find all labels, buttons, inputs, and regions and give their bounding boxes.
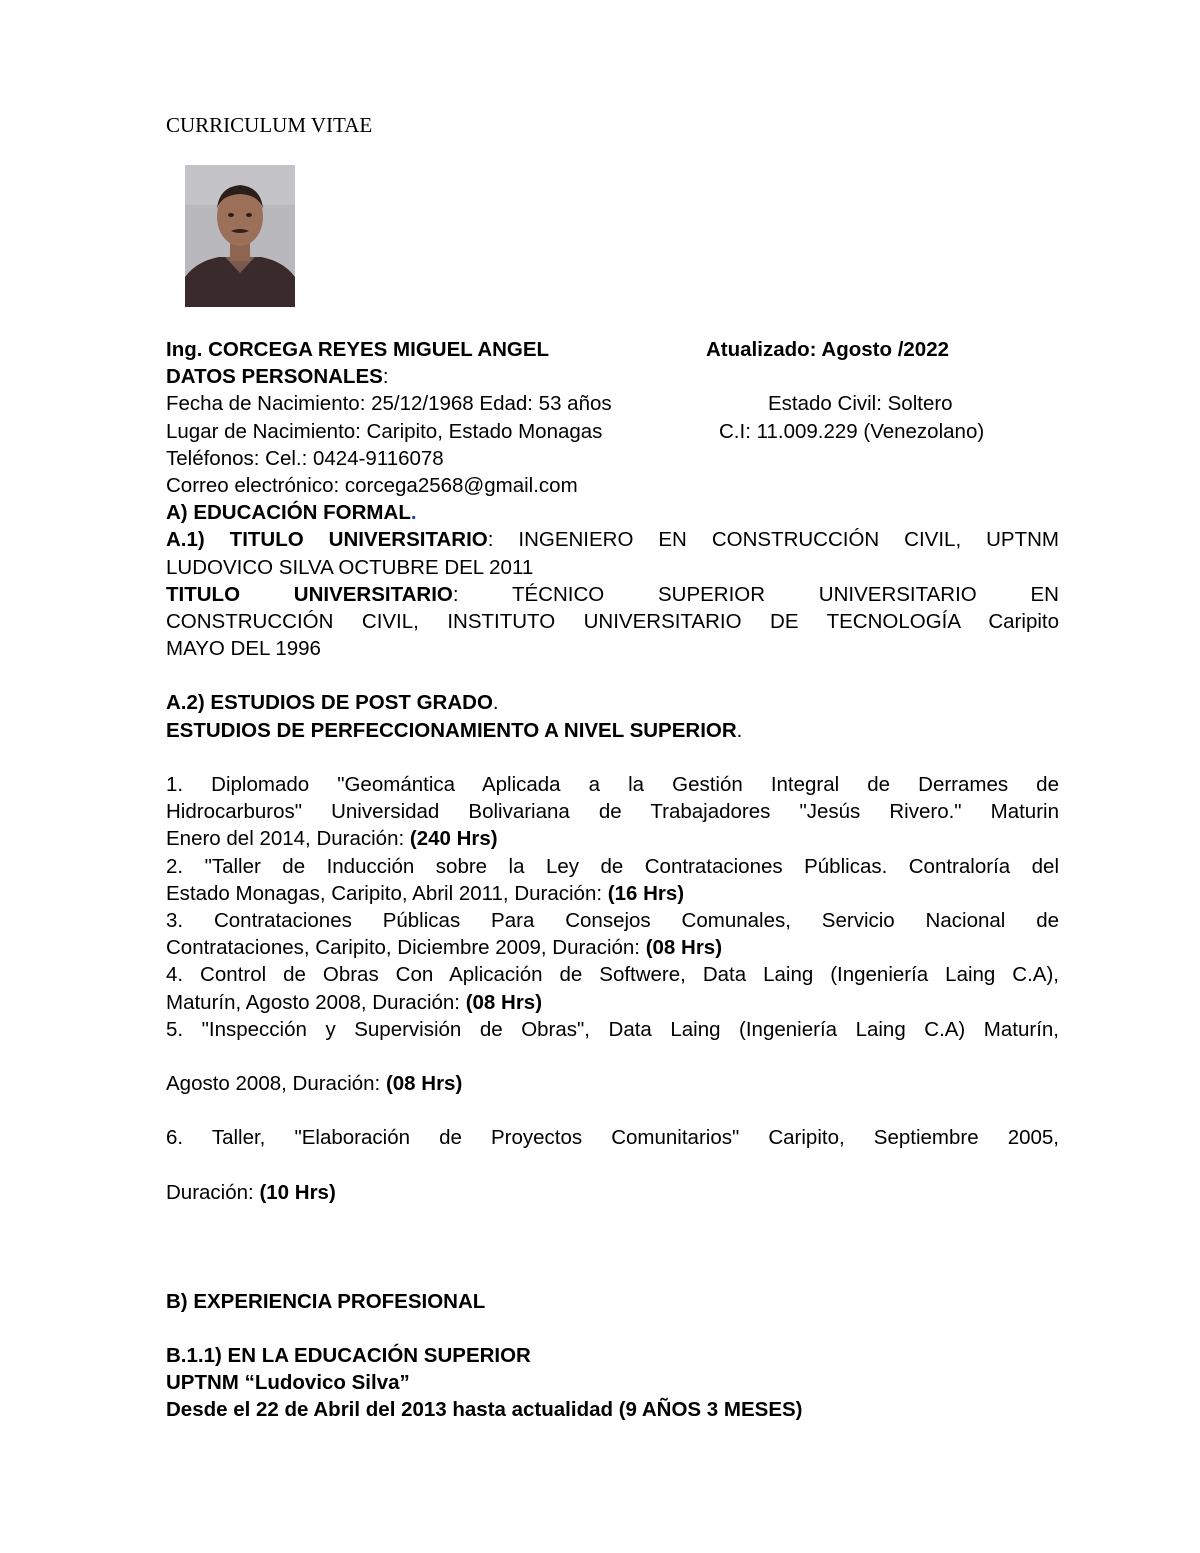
profile-photo (185, 165, 295, 307)
personal-heading-label: DATOS PERSONALES (166, 365, 383, 389)
course-4-text: Maturín, Agosto 2008, Duración: (166, 990, 466, 1014)
course-5-text: Agosto 2008, Duración: (166, 1072, 386, 1096)
course-2-text: Estado Monagas, Caripito, Abril 2011, Duración: (166, 881, 608, 905)
course-5-line-1: 5. "Inspección y Supervisión de Obras", Data Laing (Ingeniería Laing C.A) Maturín, (166, 1017, 1059, 1041)
course-2-hours: (16 Hrs) (607, 881, 685, 905)
course-1-hours: (240 Hrs) (409, 827, 498, 851)
degree-1-label: A.1) TITULO UNIVERSITARIO (166, 528, 488, 552)
document-title: CURRICULUM VITAE (166, 113, 373, 137)
degree-2-line-2: CONSTRUCCIÓN CIVIL, INSTITUTO UNIVERSITARIO DE TECNOLOGÍA Caripito (166, 609, 1059, 633)
perfeccionamiento-heading-label: ESTUDIOS DE PERFECCIONAMIENTO A NIVEL SUPERIOR (166, 718, 737, 742)
course-4-line-2 (166, 989, 1059, 1016)
course-1-text: Enero del 2014, Duración: (166, 827, 410, 851)
postgrad-heading (166, 689, 1059, 716)
person-name: Ing. CORCEGA REYES MIGUEL ANGEL (166, 338, 550, 361)
course-2-line-2 (166, 880, 1059, 907)
course-3-line-1: 3. Contrataciones Públicas Para Consejos Comunales, Servicio Nacional de (166, 908, 1059, 932)
experience-institution: UPTNM “Ludovico Silva” (166, 1371, 410, 1395)
course-2-line-1: 2. "Taller de Inducción sobre la Ley de Contrataciones Públicas. Contraloría del (166, 854, 1059, 878)
degree-2-line-1 (166, 581, 1059, 608)
personal-row-2 (166, 418, 1059, 445)
experience-period: Desde el 22 de Abril del 2013 hasta actualidad (9 AÑOS 3 MESES) (166, 1398, 803, 1422)
person-portrait-icon (185, 165, 295, 307)
course-1-line-1: 1. Diplomado "Geomántica Aplicada a la Gestión Integral de Derrames de (166, 773, 1059, 796)
course-3-hours: (08 Hrs) (645, 936, 723, 960)
course-1-line-2: Hidrocarburos" Universidad Bolivariana de Trabajadores "Jesús Rivero." Maturin (166, 800, 1059, 824)
civil-status: Estado Civil: Soltero (768, 392, 953, 416)
course-3-line-2 (166, 934, 1059, 961)
degree-1-line-1 (166, 526, 1059, 553)
course-6-line-1: 6. Taller, "Elaboración de Proyectos Comunitarios" Caripito, Septiembre 2005, (166, 1126, 1059, 1150)
education-heading-dot: . (410, 501, 417, 525)
degree-2-line-3: MAYO DEL 1996 (166, 637, 321, 661)
degree-2-text: : TÉCNICO SUPERIOR UNIVERSITARIO EN (452, 582, 1059, 606)
email: Correo electrónico: corcega2568@gmail.com (166, 473, 578, 497)
birth-date: Fecha de Nacimiento: 25/12/1968 Edad: 53 años (166, 392, 612, 416)
education-heading-label: A) EDUCACIÓN FORMAL (166, 501, 411, 525)
personal-heading (166, 363, 1059, 390)
perfeccionamiento-heading-dot: . (736, 718, 743, 742)
course-6-line-2 (166, 1179, 1059, 1206)
phones: Teléfonos: Cel.: 0424-9116078 (166, 446, 444, 470)
personal-heading-colon: : (382, 365, 389, 389)
header-row (166, 336, 1059, 363)
postgrad-heading-label: A.2) ESTUDIOS DE POST GRADO (166, 691, 493, 715)
course-4-hours: (08 Hrs) (465, 990, 543, 1014)
course-6-text: Duración: (166, 1180, 260, 1204)
postgrad-heading-dot: . (492, 691, 499, 715)
education-heading (166, 499, 1059, 526)
course-4-line-1: 4. Control de Obras Con Aplicación de Softwere, Data Laing (Ingeniería Laing C.A), (166, 963, 1059, 987)
course-5-hours: (08 Hrs) (385, 1072, 463, 1096)
course-3-text: Contrataciones, Caripito, Diciembre 2009, Duración: (166, 936, 646, 960)
experience-subheading: B.1.1) EN LA EDUCACIÓN SUPERIOR (166, 1343, 531, 1367)
cv-body (166, 336, 1059, 1424)
course-1-line-3 (166, 825, 1059, 852)
perfeccionamiento-heading (166, 717, 1059, 744)
updated-date: Atualizado: Agosto /2022 (706, 338, 949, 361)
course-6-hours: (10 Hrs) (259, 1180, 336, 1204)
degree-1-line-2: LUDOVICO SILVA OCTUBRE DEL 2011 (166, 555, 534, 579)
birth-place: Lugar de Nacimiento: Caripito, Estado Monagas (166, 419, 603, 443)
id-number: C.I: 11.009.229 (Venezolano) (719, 419, 985, 443)
degree-1-text: : INGENIERO EN CONSTRUCCIÓN CIVIL, UPTNM (487, 528, 1059, 552)
degree-2-label: TITULO UNIVERSITARIO (166, 582, 453, 606)
experience-heading: B) EXPERIENCIA PROFESIONAL (166, 1289, 486, 1313)
personal-row-1 (166, 390, 1059, 417)
course-5-line-2 (166, 1070, 1059, 1097)
